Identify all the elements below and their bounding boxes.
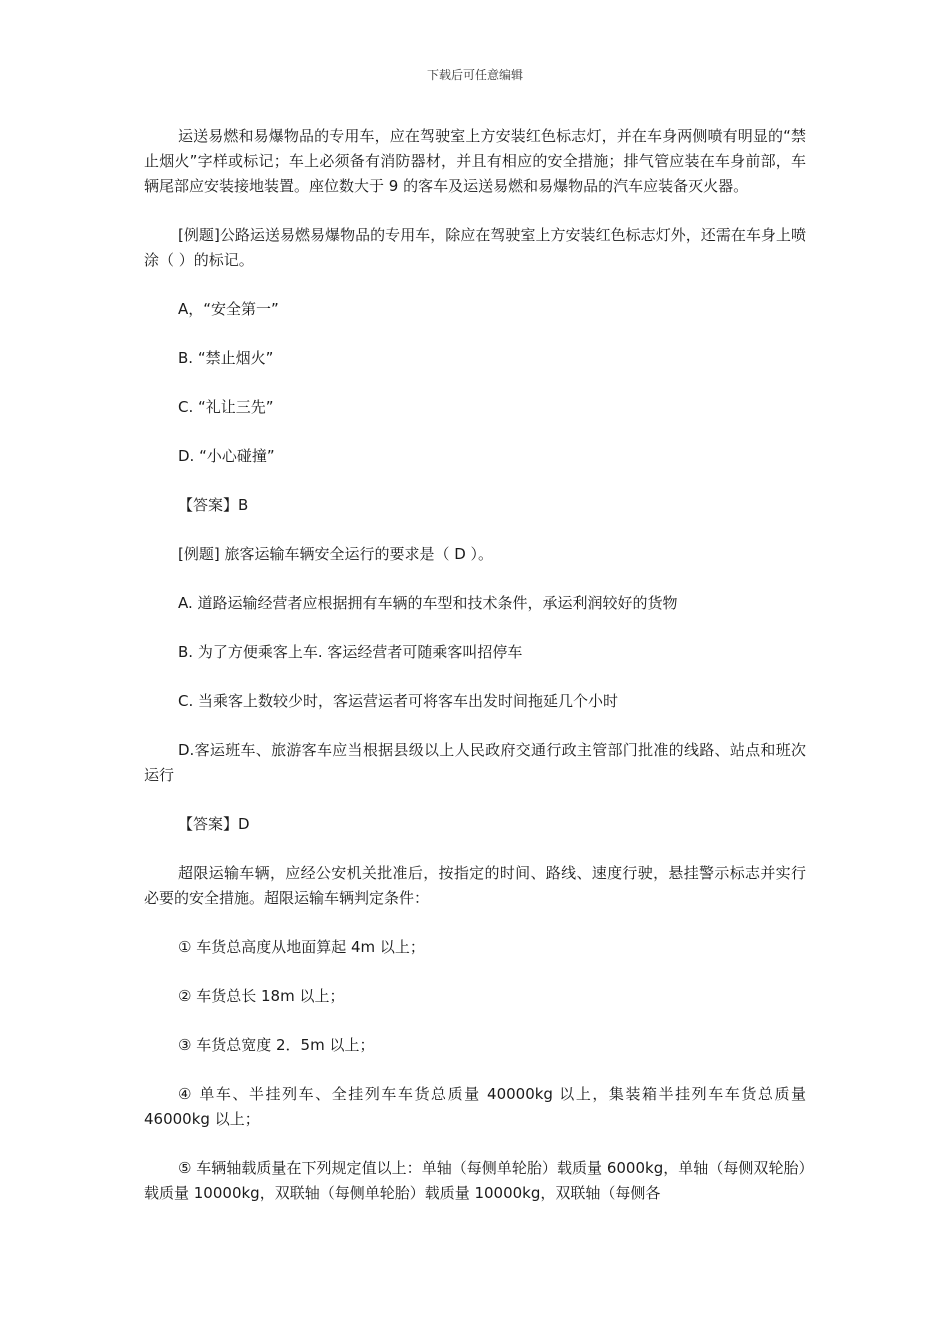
- paragraph-oversize-transport: 超限运输车辆，应经公安机关批准后，按指定的时间、路线、速度行驶，悬挂警示标志并实行必要的安全措施。超限运输车辆判定条件：: [144, 864, 806, 907]
- option-b: B. “禁止烟火”: [178, 349, 274, 367]
- example-question-1: [例题]公路运送易燃易爆物品的专用车，除应在驾驶室上方安装红色标志灯外，还需在车身上喷涂（ ）的标记。: [144, 226, 806, 269]
- page-header: 下载后可任意编辑: [426, 68, 523, 82]
- option-d: D. “小心碰撞”: [178, 447, 275, 465]
- document-body: [144, 124, 806, 1206]
- option-c: C. “礼让三先”: [178, 398, 274, 416]
- condition-height: ① 车货总高度从地面算起 4m 以上；: [178, 938, 425, 956]
- option-a: A，“安全第一”: [178, 300, 279, 318]
- option-a-2: A. 道路运输经营者应根据拥有车辆的车型和技术条件，承运利润较好的货物: [178, 594, 678, 612]
- option-d-2: D.客运班车、旅游客车应当根据县级以上人民政府交通行政主管部门批准的线路、站点和班次运行: [144, 741, 806, 784]
- paragraph-flammable-vehicle-rules: 运送易燃和易爆物品的专用车，应在驾驶室上方安装红色标志灯，并在车身两侧喷有明显的“禁止烟火”字样或标记；车上必须备有消防器材，并且有相应的安全措施；排气管应装在车身前部，车辆尾部应安装接地装置。座位数大于 9 的客车及运送易燃和易爆物品的汽车应装备灭火器。: [144, 127, 806, 195]
- answer-1: 【答案】B: [178, 496, 249, 514]
- condition-total-mass: ④ 单车、半挂列车、全挂列车车货总质量 40000kg 以上，集装箱半挂列车车货总质量 46000kg 以上；: [144, 1085, 806, 1128]
- condition-width: ③ 车货总宽度 2．5m 以上；: [178, 1036, 375, 1054]
- example-question-2: [例题] 旅客运输车辆安全运行的要求是（ D ）。: [178, 545, 494, 563]
- answer-2: 【答案】D: [178, 815, 250, 833]
- condition-axle-load: ⑤ 车辆轴载质量在下列规定值以上：单轴（每侧单轮胎）载质量 6000kg，单轴（每侧双轮胎）载质量 10000kg，双联轴（每侧单轮胎）载质量 10000kg，双联轴（每侧各: [144, 1159, 806, 1202]
- condition-length: ② 车货总长 18m 以上；: [178, 987, 345, 1005]
- option-c-2: C. 当乘客上数较少时，客运营运者可将客车出发时间拖延几个小时: [178, 692, 619, 710]
- option-b-2: B. 为了方便乘客上车. 客运经营者可随乘客叫招停车: [178, 643, 523, 661]
